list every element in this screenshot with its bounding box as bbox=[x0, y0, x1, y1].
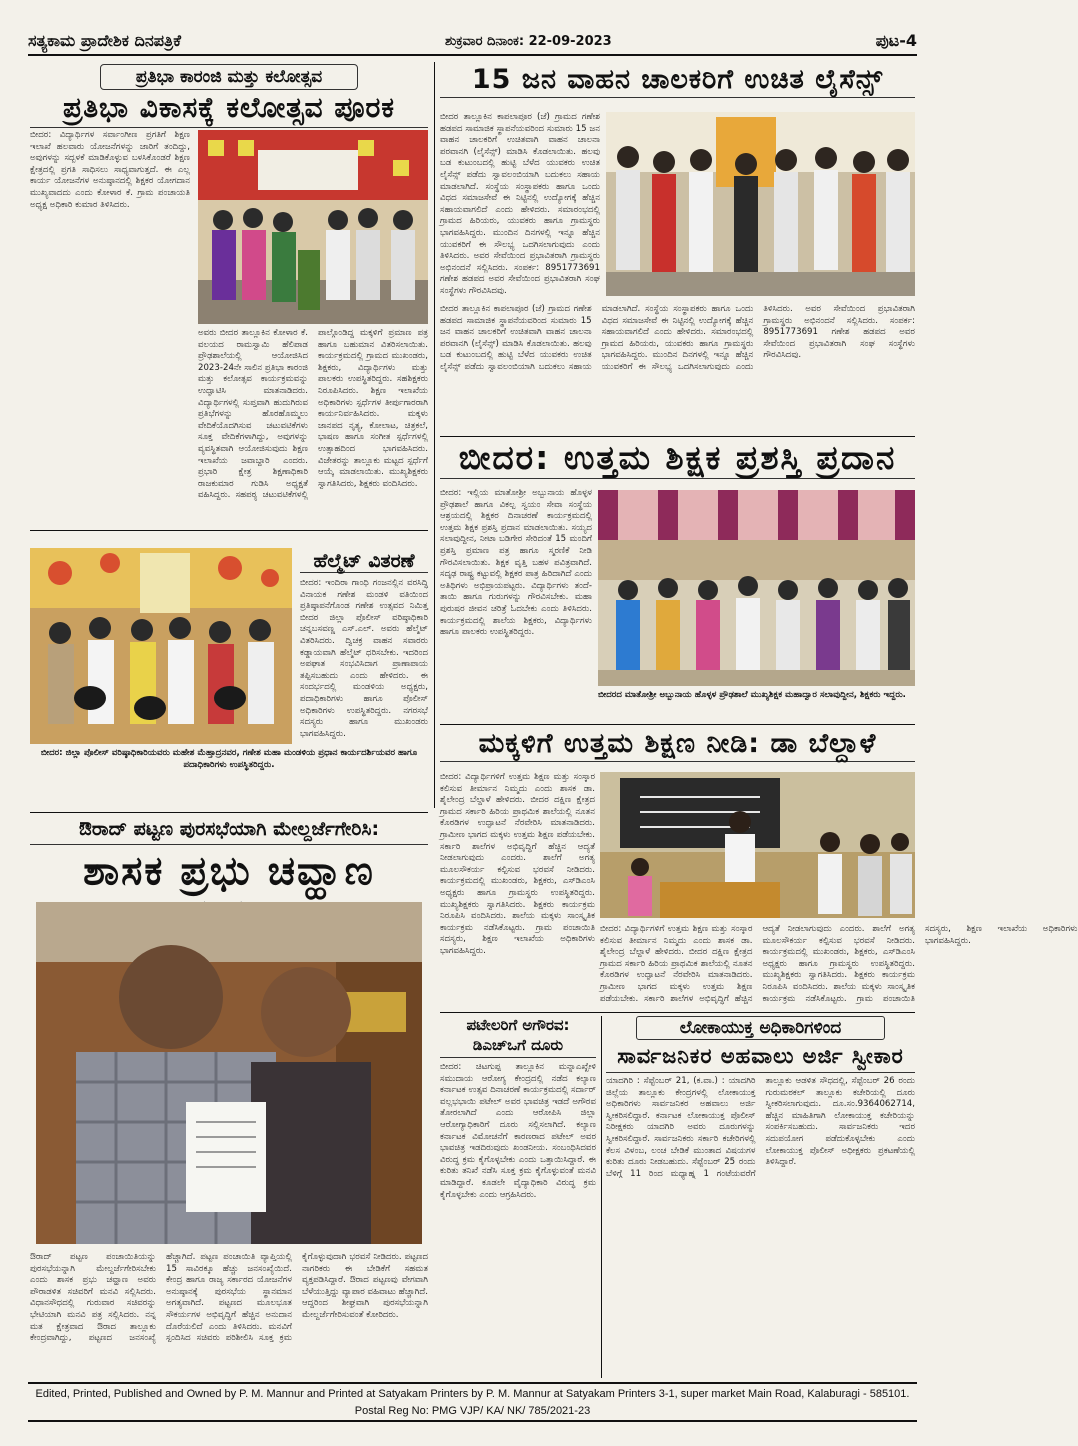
article-body: ಅವರು ಬೀದರ ತಾಲ್ಲೂಕಿನ ಕೋಳಾರ ಕೆ. ವಲಯದ ರಾಮಸ್ವಾಮಿ ಹೆಲಿಪಾಡ ಪ್ರೌಢಶಾಲೆಯಲ್ಲಿ ಆಯೋಜಿಸಿದ 2023-24ನೇ ಸಾಲಿನ ಪ್ರತಿಭಾ ಕಾರಂಜಿ ಮತ್ತು ಕಲೋತ್ಸವ ಕಾರ್ಯಕ್ರಮವನ್ನು ಉದ್ಘಾಟಿಸಿ ಮಾತನಾಡಿದರು. ವಿದ್ಯಾರ್ಥಿಗಳಲ್ಲಿ ಸುಪ್ತವಾಗಿ ಹುದುಗಿರುವ ಪ್ರತಿಭೆಗಳನ್ನು ಹೊರಹೊಮ್ಮಲು ವೇದಿಕೆಯೊದಗಿಸುವ ಚಟುವಟಿಕೆಗಳು ಸೂಕ್ತ ವೇದಿಕೆಗಳಾಗಿದ್ದು, ಅವುಗಳನ್ನು ವ್ಯವಸ್ಥಿತವಾಗಿ ಆಯೋಜಿಸುವುದು ಶಿಕ್ಷಣ ಇಲಾಖೆಯ ಜವಾಬ್ದಾರಿ ಎಂದರು. ಪ್ರಭಾರಿ ಕ್ಷೇತ್ರ ಶಿಕ್ಷಣಾಧಿಕಾರಿ ರಾಜಕುಮಾರ ಗುಡಿಸಿ ಅಧ್ಯಕ್ಷತೆ ವಹಿಸಿದ್ದರು. ಸಹಪಠ್ಯ ಚಟುವಟಿಕೆಗಳಲ್ಲಿ ಪಾಲ್ಗೊಂಡಿದ್ದ ಮಕ್ಕಳಿಗೆ ಪ್ರಮಾಣ ಪತ್ರ ಹಾಗೂ ಬಹುಮಾನ ವಿತರಿಸಲಾಯಿತು. ಕಾರ್ಯಕ್ರಮದಲ್ಲಿ ಗ್ರಾಮದ ಮುಖಂಡರು, ಶಿಕ್ಷಕರು, ವಿದ್ಯಾರ್ಥಿಗಳು ಮತ್ತು ಪಾಲಕರು ಉಪಸ್ಥಿತರಿದ್ದರು. ಸಹಶಿಕ್ಷಕರು ನಿರೂಪಿಸಿದರು. ಶಿಕ್ಷಣ ಇಲಾಖೆಯ ಅಧಿಕಾರಿಗಳು ಸ್ಪರ್ಧೆಗಳ ತೀರ್ಪುಗಾರರಾಗಿ ಕಾರ್ಯನಿರ್ವಹಿಸಿದರು. ಮಕ್ಕಳು ಜಾನಪದ ನೃತ್ಯ, ಕೋಲಾಟ, ಚಿತ್ರಕಲೆ, ಭಾಷಣ ಹಾಗೂ ಸಂಗೀತ ಸ್ಪರ್ಧೆಗಳಲ್ಲಿ ಉತ್ಸಾಹದಿಂದ ಭಾಗವಹಿಸಿದರು. ವಿಜೇತರನ್ನು ತಾಲ್ಲೂಕು ಮಟ್ಟದ ಸ್ಪರ್ಧೆಗೆ ಆಯ್ಕೆ ಮಾಡಲಾಯಿತು. ಮುಖ್ಯಶಿಕ್ಷಕರು ಸ್ವಾಗತಿಸಿದರು, ಶಿಕ್ಷಕರು ವಂದಿಸಿದರು. bbox=[198, 328, 428, 501]
paper-name: ಸತ್ಯಕಾಮ ಪ್ರಾದೇಶಿಕ ದಿನಪತ್ರಿಕೆ bbox=[28, 31, 182, 50]
article-body: ಬೀದರ: ಚಿಟಗುಪ್ಪ ತಾಲ್ಲೂಕಿನ ಮನ್ನಾಎಖ್ಖೇಳಿ ಸಮುದಾಯ ಆರೋಗ್ಯ ಕೇಂದ್ರದಲ್ಲಿ ನಡೆದ ಕಲ್ಯಾಣ ಕರ್ನಾಟಕ ಉತ್ಸವ ದಿನಾಚರಣೆ ಕಾರ್ಯಕ್ರಮದಲ್ಲಿ ಸರ್ದಾರ್ ವಲ್ಲಭಭಾಯಿ ಪಟೇಲ್ ಅವರ ಭಾವಚಿತ್ರ ಇಡದೆ ಅಗೌರವ ತೋರಲಾಗಿದೆ ಎಂದು ಆರೋಪಿಸಿ ಜಿಲ್ಲಾ ಆರೋಗ್ಯಾಧಿಕಾರಿಗೆ ದೂರು ಸಲ್ಲಿಸಲಾಗಿದೆ. ಕಲ್ಯಾಣ ಕರ್ನಾಟಕ ವಿಮೋಚನೆಗೆ ಕಾರಣರಾದ ಪಟೇಲ್ ಅವರ ಭಾವಚಿತ್ರ ಇಡದಿರುವುದು ಖಂಡನೀಯ. ಸಂಬಂಧಿಸಿದವರ ವಿರುದ್ಧ ಕ್ರಮ ಕೈಗೊಳ್ಳಬೇಕು ಎಂದು ಒತ್ತಾಯಿಸಿದ್ದಾರೆ. ಈ ಕುರಿತು ತನಿಖೆ ನಡೆಸಿ ಸೂಕ್ತ ಕ್ರಮ ಕೈಗೊಳ್ಳುವಂತೆ ಮನವಿ ಮಾಡಿದ್ದಾರೆ. ಕೂಡಲೇ ವೈದ್ಯಾಧಿಕಾರಿ ವಿರುದ್ಧ ಕ್ರಮ ಕೈಗೊಳ್ಳಬೇಕು ಎಂದು ಆಗ್ರಹಿಸಿದರು. bbox=[440, 1062, 596, 1200]
article-body: ಔರಾದ್ ಪಟ್ಟಣ ಪಂಚಾಯಿತಿಯನ್ನು ಪುರಸಭೆಯನ್ನಾಗಿ ಮೇಲ್ದರ್ಜೆಗೇರಿಸಬೇಕು ಎಂದು ಶಾಸಕ ಪ್ರಭು ಚವ್ಹಾಣ ಅವರು ಪೌರಾಡಳಿತ ಸಚಿವರಿಗೆ ಮನವಿ ಸಲ್ಲಿಸಿದರು. ವಿಧಾನಸೌಧದಲ್ಲಿ ಗುರುವಾರ ಸಚಿವರನ್ನು ಭೇಟಿಯಾಗಿ ಮನವಿ ಪತ್ರ ಸಲ್ಲಿಸಿದರು. ನನ್ನ ಮತ ಕ್ಷೇತ್ರವಾದ ಔರಾದ ತಾಲ್ಲೂಕು ಕೇಂದ್ರವಾಗಿದ್ದು, ಪಟ್ಟಣದ ಜನಸಂಖ್ಯೆ ಹೆಚ್ಚಾಗಿದೆ. ಪಟ್ಟಣ ಪಂಚಾಯಿತಿ ವ್ಯಾಪ್ತಿಯಲ್ಲಿ 15 ಸಾವಿರಕ್ಕೂ ಹೆಚ್ಚು ಜನಸಂಖ್ಯೆಯಿದೆ. ಕೇಂದ್ರ ಹಾಗೂ ರಾಜ್ಯ ಸರ್ಕಾರದ ಯೋಜನೆಗಳ ಅನುಷ್ಠಾನಕ್ಕೆ ಪುರಸಭೆಯ ಸ್ಥಾನಮಾನ ಅಗತ್ಯವಾಗಿದೆ. ಪಟ್ಟಣದ ಮೂಲಭೂತ ಸೌಕರ್ಯಗಳ ಅಭಿವೃದ್ಧಿಗೆ ಹೆಚ್ಚಿನ ಅನುದಾನ ದೊರೆಯಲಿದೆ ಎಂದು ತಿಳಿಸಿದರು. ಮನವಿಗೆ ಸ್ಪಂದಿಸಿದ ಸಚಿವರು ಪರಿಶೀಲಿಸಿ ಸೂಕ್ತ ಕ್ರಮ ಕೈಗೊಳ್ಳುವುದಾಗಿ ಭರವಸೆ ನೀಡಿದರು. ಪಟ್ಟಣದ ನಾಗರಿಕರು ಈ ಬೇಡಿಕೆಗೆ ಸಹಮತ ವ್ಯಕ್ತಪಡಿಸಿದ್ದಾರೆ. ಔರಾದ ಪಟ್ಟಣವು ವೇಗವಾಗಿ ಬೆಳೆಯುತ್ತಿದ್ದು ವ್ಯಾಪಾರ ವಹಿವಾಟು ಹೆಚ್ಚಾಗಿದೆ. ಆದ್ದರಿಂದ ಶೀಘ್ರವಾಗಿ ಪುರಸಭೆಯನ್ನಾಗಿ ಮೇಲ್ದರ್ಜೆಗೇರಿಸುವಂತೆ ಕೋರಿದರು. bbox=[30, 1252, 428, 1344]
article-headline: ಶಾಸಕ ಪ್ರಭು ಚವ್ಹಾಣ bbox=[83, 847, 375, 894]
article-kicker: ಪಟೇಲರಿಗೆ ಅಗೌರವ: bbox=[466, 1016, 570, 1034]
article-headline: ಪ್ರತಿಭಾ ವಿಕಾಸಕ್ಕೆ ಕಲೋತ್ಸವ ಪೂರಕ bbox=[30, 92, 428, 127]
article-body: ಬೀದರ: ವಿದ್ಯಾರ್ಥಿಗಳಿಗೆ ಉತ್ತಮ ಶಿಕ್ಷಣ ಮತ್ತು ಸಂಸ್ಕಾರ ಕಲಿಸುವ ತೀರ್ಮಾನ ನಿಮ್ಮದು ಎಂದು ಶಾಸಕ ಡಾ. ಶೈಲೇಂದ್ರ ಬೆಲ್ದಾಳೆ ಹೇಳಿದರು. ಬೀದರ ದಕ್ಷಿಣ ಕ್ಷೇತ್ರದ ಗ್ರಾಮದ ಸರ್ಕಾರಿ ಹಿರಿಯ ಪ್ರಾಥಮಿಕ ಶಾಲೆಯಲ್ಲಿ ನೂತನ ಕೊಠಡಿಗಳ ಉದ್ಘಾಟನೆ ನೆರವೇರಿಸಿ ಮಾತನಾಡಿದರು. ಗ್ರಾಮೀಣ ಭಾಗದ ಮಕ್ಕಳು ಉತ್ತಮ ಶಿಕ್ಷಣ ಪಡೆಯಬೇಕು. ಸರ್ಕಾರಿ ಶಾಲೆಗಳ ಅಭಿವೃದ್ಧಿಗೆ ಹೆಚ್ಚಿನ ಆದ್ಯತೆ ನೀಡಲಾಗುವುದು ಎಂದರು. ಶಾಲೆಗೆ ಅಗತ್ಯ ಮೂಲಸೌಕರ್ಯ ಕಲ್ಪಿಸುವ ಭರವಸೆ ನೀಡಿದರು. ಕಾರ್ಯಕ್ರಮದಲ್ಲಿ ಮುಖಂಡರು, ಶಿಕ್ಷಕರು, ಎಸ್‌ಡಿಎಂಸಿ ಅಧ್ಯಕ್ಷರು ಹಾಗೂ ಗ್ರಾಮಸ್ಥರು ಉಪಸ್ಥಿತರಿದ್ದರು. ಮುಖ್ಯಶಿಕ್ಷಕರು ಸ್ವಾಗತಿಸಿದರು. ಶಿಕ್ಷಕರು ಕಾರ್ಯಕ್ರಮ ನಿರೂಪಿಸಿ ವಂದಿಸಿದರು. ಶಾಲೆಯ ಮಕ್ಕಳು ಸಾಂಸ್ಕೃತಿಕ ಕಾರ್ಯಕ್ರಮ ನಡೆಸಿಕೊಟ್ಟರು. ಗ್ರಾಮ ಪಂಚಾಯಿತಿ ಸದಸ್ಯರು, ಶಿಕ್ಷಣ ಇಲಾಖೆಯ ಅಧಿಕಾರಿಗಳು ಭಾಗವಹಿಸಿದ್ದರು. bbox=[440, 772, 595, 956]
column-divider bbox=[601, 1016, 602, 1378]
issue-date: ಶುಕ್ರವಾರ ದಿನಾಂಕ: 22-09-2023 bbox=[445, 33, 612, 49]
article-kicker: ಲೋಕಾಯುಕ್ತ ಅಧಿಕಾರಿಗಳಿಂದ bbox=[636, 1016, 885, 1040]
imprint-line: Edited, Printed, Published and Owned by P. M. Mannur and Printed at Satyakam Printers by P. M. Mannur at Satyakam Printers 3-1, super market Main Road, Kalaburagi - 585101. bbox=[35, 1388, 910, 1400]
page-number: ಪುಟ-4 bbox=[875, 31, 917, 50]
article-headline: ಹೆಲ್ಮೆಟ್ ವಿತರಣೆ bbox=[300, 550, 428, 573]
article-lokayukta bbox=[606, 1016, 915, 1378]
article-teacher-award bbox=[440, 440, 915, 722]
column-divider bbox=[434, 62, 435, 808]
section-rule bbox=[440, 436, 915, 437]
article-headline: ಮಕ್ಕಳಿಗೆ ಉತ್ತಮ ಶಿಕ್ಷಣ ನೀಡಿ: ಡಾ ಬೆಲ್ದಾಳೆ bbox=[440, 728, 915, 762]
article-body-cont: ಬೀದರ ತಾಲ್ಲೂಕಿನ ಕಾಪಲಾಪೂರ (ಜೆ) ಗ್ರಾಮದ ಗಣೇಶ ಹಡಪದ ಸಾಮಾಜಿಕ ಸ್ಥಾಪನೆಯವರಿಂದ ಸುಮಾರು 15 ಜನ ವಾಹನ ಚಾಲಕರಿಗೆ ಉಚಿತವಾಗಿ ವಾಹನ ಚಾಲನಾ ಪರವಾನಗಿ (ಲೈಸೆನ್ಸ್) ಮಾಡಿಸಿ ಕೊಡಲಾಯಿತು. ಹಲವು ಬಡ ಕುಟುಂಬದಲ್ಲಿ ಹುಟ್ಟಿ ಬೆಳೆದ ಯುವಕರು ಉಚಿತ ಲೈಸೆನ್ಸ್ ಪಡೆದು ಸ್ವಾವಲಂಬಿಯಾಗಿ ಬದುಕಲು ಸಹಾಯ ಮಾಡಲಾಗಿದೆ. ಸಂಸ್ಥೆಯ ಸಂಸ್ಥಾಪಕರು ಹಾಗೂ ಒಂದು ವಿಧದ ಸಮಾಜಸೇವೆ ಈ ನಿಟ್ಟಿನಲ್ಲಿ ಉದ್ಯೋಗಕ್ಕೆ ಹೆಚ್ಚಿನ ಸಹಾಯವಾಗಲಿದೆ ಎಂದು ಹೇಳಿದರು. ಸಮಾರಂಭದಲ್ಲಿ ಗ್ರಾಮದ ಹಿರಿಯರು, ಯುವಕರು ಹಾಗೂ ಗ್ರಾಮಸ್ಥರು ಭಾಗವಹಿಸಿದ್ದರು. ಮುಂದಿನ ದಿನಗಳಲ್ಲಿ ಇನ್ನೂ ಹೆಚ್ಚಿನ ಯುವಕರಿಗೆ ಈ ಸೌಲಭ್ಯ ಒದಗಿಸಲಾಗುವುದು ಎಂದು ತಿಳಿಸಿದರು. ಅವರ ಸೇವೆಯಿಂದ ಪ್ರಭಾವಿತರಾಗಿ ಗ್ರಾಮಸ್ಥರು ಅಭಿನಂದನೆ ಸಲ್ಲಿಸಿದರು. ಸಂಪರ್ಕ: 8951773691 ಗಣೇಶ ಹಡಪದ ಅವರ ಸೇವೆಯಿಂದ ಪ್ರಭಾವಿತರಾಗಿ ಸಂಘ ಸಂಸ್ಥೆಗಳು ಗೌರವಿಸಿದವು. bbox=[440, 304, 915, 372]
article-body: ಬೀದರ: ಇಂದಿರಾ ಗಾಂಧಿ ಗಂಜನಲ್ಲಿನ ವರಸಿದ್ಧಿ ವಿನಾಯಕ ಗಣೇಶ ಮಂಡಳಿ ವತಿಯಿಂದ ಪ್ರತಿಷ್ಠಾಪನೆಗೊಂಡ ಗಣೇಶ ಉತ್ಸವದ ನಿಮಿತ್ತ ಬೀದರ ಜಿಲ್ಲಾ ಪೊಲೀಸ್ ವರಿಷ್ಠಾಧಿಕಾರಿ ಚನ್ನಬಸವಣ್ಣ ಎಸ್.ಎಲ್. ಅವರು ಹೆಲ್ಮೆಟ್ ವಿತರಿಸಿದರು. ದ್ವಿಚಕ್ರ ವಾಹನ ಸವಾರರು ಕಡ್ಡಾಯವಾಗಿ ಹೆಲ್ಮೆಟ್ ಧರಿಸಬೇಕು. ಇದರಿಂದ ಅಪಘಾತ ಸಂಭವಿಸಿದಾಗ ಪ್ರಾಣಾಪಾಯ ತಪ್ಪಿಸಬಹುದು ಎಂದು ಹೇಳಿದರು. ಈ ಸಂದರ್ಭದಲ್ಲಿ ಮಂಡಳಿಯ ಅಧ್ಯಕ್ಷರು, ಪದಾಧಿಕಾರಿಗಳು ಹಾಗೂ ಪೊಲೀಸ್ ಅಧಿಕಾರಿಗಳು ಉಪಸ್ಥಿತರಿದ್ದರು. ನಗರಸಭೆ ಸದಸ್ಯರು ಹಾಗೂ ಮುಖಂಡರು ಭಾಗವಹಿಸಿದ್ದರು. bbox=[300, 578, 428, 739]
photo-beldale-speech bbox=[600, 772, 915, 918]
article-kicker: ಔರಾದ್ ಪಟ್ಟಣ ಪುರಸಭೆಯಾಗಿ ಮೇಲ್ದರ್ಜೆಗೇರಿಸಿ: bbox=[30, 818, 428, 845]
article-helmet bbox=[30, 548, 428, 810]
imprint-footer bbox=[28, 1382, 917, 1422]
article-body: ಯಾದಗಿರಿ : ಸೆಪ್ಟೆಂಬರ್ 21, (ಕ.ವಾ.) : ಯಾದಗಿರಿ ಜಿಲ್ಲೆಯ ತಾಲ್ಲೂಕು ಕೇಂದ್ರಗಳಲ್ಲಿ ಲೋಕಾಯುಕ್ತ ಅಧಿಕಾರಿಗಳು ಸಾರ್ವಜನಿಕರ ಅಹವಾಲು ಅರ್ಜಿ ಸ್ವೀಕರಿಸಲಿದ್ದಾರೆ. ಕರ್ನಾಟಕ ಲೋಕಾಯುಕ್ತ ಪೊಲೀಸ್ ನಿರೀಕ್ಷಕರು ಯಾದಗಿರಿ ಅವರು ದೂರುಗಳನ್ನು ಸ್ವೀಕರಿಸಲಿದ್ದಾರೆ. ಸಾರ್ವಜನಿಕರು ಸರ್ಕಾರಿ ಕಚೇರಿಗಳಲ್ಲಿ ಕೆಲಸ ವಿಳಂಬ, ಲಂಚ ಬೇಡಿಕೆ ಮುಂತಾದ ವಿಷಯಗಳ ಕುರಿತು ದೂರು ನೀಡಬಹುದು. ಸೆಪ್ಟೆಂಬರ್ 25 ರಂದು ಬೆಳಿಗ್ಗೆ 11 ರಿಂದ ಮಧ್ಯಾಹ್ನ 1 ಗಂಟೆಯವರೆಗೆ ತಾಲ್ಲೂಕು ಆಡಳಿತ ಸೌಧದಲ್ಲಿ, ಸೆಪ್ಟೆಂಬರ್ 26 ರಂದು ಗುರುಮಠಕಲ್ ತಾಲ್ಲೂಕು ಕಚೇರಿಯಲ್ಲಿ ದೂರು ಸ್ವೀಕರಿಸಲಾಗುವುದು. ದೂ.ಸಂ.9364062714, ಹೆಚ್ಚಿನ ಮಾಹಿತಿಗಾಗಿ ಲೋಕಾಯುಕ್ತ ಕಚೇರಿಯನ್ನು ಸಂಪರ್ಕಿಸಬಹುದು. ಸಾರ್ವಜನಿಕರು ಇದರ ಸದುಪಯೋಗ ಪಡೆದುಕೊಳ್ಳಬೇಕು ಎಂದು ಲೋಕಾಯುಕ್ತ ಪೊಲೀಸ್ ಅಧೀಕ್ಷಕರು ಪ್ರಕಟಣೆಯಲ್ಲಿ ತಿಳಿಸಿದ್ದಾರೆ. bbox=[606, 1076, 915, 1179]
postal-reg: Postal Reg No: PMG VJP/ KA/ NK/ 785/2021-23 bbox=[354, 1405, 591, 1417]
photo-licence-event bbox=[606, 112, 915, 296]
section-rule bbox=[30, 530, 428, 531]
article-headline: 15 ಜನ ವಾಹನ ಚಾಲಕರಿಗೆ ಉಚಿತ ಲೈಸೆನ್ಸ್ bbox=[440, 64, 915, 98]
section-rule bbox=[440, 1012, 915, 1013]
section-rule bbox=[30, 812, 428, 813]
article-licence bbox=[440, 64, 915, 434]
article-body: ಬೀದರ: ಇಲ್ಲಿಯ ಮಾತೋಶ್ರೀ ಅಬ್ಬುನಾಯ ಹೊಳ್ಳಳ ಪ್ರೌಢಶಾಲೆ ಹಾಗೂ ವಿಕಲ್ಪ ಸ್ವಯಂ ಸೇವಾ ಸಂಸ್ಥೆಯ ಆಶ್ರಯದಲ್ಲಿ ಶಿಕ್ಷಕರ ದಿನಾಚರಣೆ ಕಾರ್ಯಕ್ರಮದಲ್ಲಿ ಉತ್ತಮ ಶಿಕ್ಷಕ ಪ್ರಶಸ್ತಿ ಪ್ರದಾನ ಮಾಡಲಾಯಿತು. ಸಯ್ಯದ ಸಲಾವುದ್ದೀನ, ನೀಟಾ ಬಡಿಗೇರ ಸೇರಿದಂತೆ 15 ಮಂದಿಗೆ ಪ್ರಶಸ್ತಿ ಪ್ರಮಾಣ ಪತ್ರ ಹಾಗೂ ಸ್ಮರಣಿಕೆ ನೀಡಿ ಗೌರವಿಸಲಾಯಿತು. ಶಿಕ್ಷಕ ವೃತ್ತಿ ಬಹಳ ಪವಿತ್ರವಾಗಿದೆ. ಸದೃಢ ರಾಷ್ಟ್ರ ಕಟ್ಟುವಲ್ಲಿ ಶಿಕ್ಷಕರ ಪಾತ್ರ ಹಿರಿದಾಗಿದೆ ಎಂದು ಅತಿಥಿಗಳು ಅಭಿಪ್ರಾಯಪಟ್ಟರು. ವಿದ್ಯಾರ್ಥಿಗಳು ತಂದೆ-ತಾಯಿ ಹಾಗೂ ಗುರುಗಳನ್ನು ಗೌರವಿಸಬೇಕು. ಮಹಾ ಪುರುಷರ ಜೀವನ ಚರಿತ್ರೆ ಓದಬೇಕು ಎಂದು ತಿಳಿಸಿದರು. ಕಾರ್ಯಕ್ರಮದಲ್ಲಿ ಶಾಲೆಯ ಶಿಕ್ಷಕರು, ವಿದ್ಯಾರ್ಥಿಗಳು ಹಾಗೂ ಪಾಲಕರು ಉಪಸ್ಥಿತರಿದ್ದರು. bbox=[440, 488, 592, 638]
photo-prabhu-chavan bbox=[36, 902, 422, 1244]
section-rule bbox=[440, 724, 915, 725]
photo-award-ceremony bbox=[598, 490, 915, 686]
article-headline: ಡಿಎಚ್‌ಒಗೆ ದೂರು bbox=[440, 1036, 596, 1058]
article-headline: ಬೀದರ: ಉತ್ತಮ ಶಿಕ್ಷಕ ಪ್ರಶಸ್ತಿ ಪ್ರದಾನ bbox=[440, 440, 915, 479]
article-pratibha bbox=[30, 64, 428, 524]
article-beldale bbox=[440, 728, 1078, 1010]
photo-helmet-distribution bbox=[30, 548, 292, 744]
photo-caption: ಬೀದರ: ಜಿಲ್ಲಾ ಪೊಲೀಸ್ ವರಿಷ್ಠಾಧಿಕಾರಿಯವರು ಮಹೇಶ ಮೆಹ್ತಾದ್ರನವರ, ಗಣೇಶ ಮಹಾ ಮಂಡಳಿಯ ಪ್ರಧಾನ ಕಾರ್ಯದರ್ಶಿಯವರ ಹಾಗೂ ಪದಾಧಿಕಾರಿಗಳು ಉಪಸ್ಥಿತರಿದ್ದರು. bbox=[40, 748, 418, 770]
article-body-cont: ಬೀದರ: ವಿದ್ಯಾರ್ಥಿಗಳಿಗೆ ಉತ್ತಮ ಶಿಕ್ಷಣ ಮತ್ತು ಸಂಸ್ಕಾರ ಕಲಿಸುವ ತೀರ್ಮಾನ ನಿಮ್ಮದು ಎಂದು ಶಾಸಕ ಡಾ. ಶೈಲೇಂದ್ರ ಬೆಲ್ದಾಳೆ ಹೇಳಿದರು. ಬೀದರ ದಕ್ಷಿಣ ಕ್ಷೇತ್ರದ ಗ್ರಾಮದ ಸರ್ಕಾರಿ ಹಿರಿಯ ಪ್ರಾಥಮಿಕ ಶಾಲೆಯಲ್ಲಿ ನೂತನ ಕೊಠಡಿಗಳ ಉದ್ಘಾಟನೆ ನೆರವೇರಿಸಿ ಮಾತನಾಡಿದರು. ಗ್ರಾಮೀಣ ಭಾಗದ ಮಕ್ಕಳು ಉತ್ತಮ ಶಿಕ್ಷಣ ಪಡೆಯಬೇಕು. ಸರ್ಕಾರಿ ಶಾಲೆಗಳ ಅಭಿವೃದ್ಧಿಗೆ ಹೆಚ್ಚಿನ ಆದ್ಯತೆ ನೀಡಲಾಗುವುದು ಎಂದರು. ಶಾಲೆಗೆ ಅಗತ್ಯ ಮೂಲಸೌಕರ್ಯ ಕಲ್ಪಿಸುವ ಭರವಸೆ ನೀಡಿದರು. ಕಾರ್ಯಕ್ರಮದಲ್ಲಿ ಮುಖಂಡರು, ಶಿಕ್ಷಕರು, ಎಸ್‌ಡಿಎಂಸಿ ಅಧ್ಯಕ್ಷರು ಹಾಗೂ ಗ್ರಾಮಸ್ಥರು ಉಪಸ್ಥಿತರಿದ್ದರು. ಮುಖ್ಯಶಿಕ್ಷಕರು ಸ್ವಾಗತಿಸಿದರು. ಶಿಕ್ಷಕರು ಕಾರ್ಯಕ್ರಮ ನಿರೂಪಿಸಿ ವಂದಿಸಿದರು. ಶಾಲೆಯ ಮಕ್ಕಳು ಸಾಂಸ್ಕೃತಿಕ ಕಾರ್ಯಕ್ರಮ ನಡೆಸಿಕೊಟ್ಟರು. ಗ್ರಾಮ ಪಂಚಾಯಿತಿ ಸದಸ್ಯರು, ಶಿಕ್ಷಣ ಇಲಾಖೆಯ ಅಧಿಕಾರಿಗಳು ಭಾಗವಹಿಸಿದ್ದರು. bbox=[600, 924, 1078, 1004]
article-intro: ಬೀದರ: ವಿದ್ಯಾರ್ಥಿಗಳ ಸರ್ವಾಂಗೀಣ ಪ್ರಗತಿಗೆ ಶಿಕ್ಷಣ ಇಲಾಖೆ ಹಲವಾರು ಯೋಜನೆಗಳನ್ನು ಜಾರಿಗೆ ತಂದಿದ್ದು, ಅವುಗಳನ್ನು ಸದ್ಬಳಕೆ ಮಾಡಿಕೊಳ್ಳುವ ಬಳಸಿಕೊಂಡರೆ ಶಿಕ್ಷಣ ಕ್ಷೇತ್ರದಲ್ಲಿ ಪ್ರಗತಿ ಸಾಧಿಸಲು ಸಾಧ್ಯವಾಗುತ್ತದೆ. ಈ ಎಲ್ಲ ಕಾರ್ಯ ಯೋಜನೆಗಳ ಅನುಷ್ಠಾನದಲ್ಲಿ ಶಿಕ್ಷಕರ ಯೋಗದಾನ ಮುಖ್ಯವಾದದು ಎಂದು ಕೋಳಾರ ಕೆ. ಗ್ರಾಮ ಪಂಚಾಯತಿ ಅಧ್ಯಕ್ಷ ಅಧಿಕಾರಿ ಕುಮಾರ ತಿಳಿಸಿದರು. bbox=[30, 130, 190, 210]
article-body: ಬೀದರ ತಾಲ್ಲೂಕಿನ ಕಾಪಲಾಪೂರ (ಜೆ) ಗ್ರಾಮದ ಗಣೇಶ ಹಡಪದ ಸಾಮಾಜಿಕ ಸ್ಥಾಪನೆಯವರಿಂದ ಸುಮಾರು 15 ಜನ ವಾಹನ ಚಾಲಕರಿಗೆ ಉಚಿತವಾಗಿ ವಾಹನ ಚಾಲನಾ ಪರವಾನಗಿ (ಲೈಸೆನ್ಸ್) ಮಾಡಿಸಿ ಕೊಡಲಾಯಿತು. ಹಲವು ಬಡ ಕುಟುಂಬದಲ್ಲಿ ಹುಟ್ಟಿ ಬೆಳೆದ ಯುವಕರು ಉಚಿತ ಲೈಸೆನ್ಸ್ ಪಡೆದು ಸ್ವಾವಲಂಬಿಯಾಗಿ ಬದುಕಲು ಸಹಾಯ ಮಾಡಲಾಗಿದೆ. ಸಂಸ್ಥೆಯ ಸಂಸ್ಥಾಪಕರು ಹಾಗೂ ಒಂದು ವಿಧದ ಸಮಾಜಸೇವೆ ಈ ನಿಟ್ಟಿನಲ್ಲಿ ಉದ್ಯೋಗಕ್ಕೆ ಹೆಚ್ಚಿನ ಸಹಾಯವಾಗಲಿದೆ ಎಂದು ಹೇಳಿದರು. ಸಮಾರಂಭದಲ್ಲಿ ಗ್ರಾಮದ ಹಿರಿಯರು, ಯುವಕರು ಹಾಗೂ ಗ್ರಾಮಸ್ಥರು ಭಾಗವಹಿಸಿದ್ದರು. ಮುಂದಿನ ದಿನಗಳಲ್ಲಿ ಇನ್ನೂ ಹೆಚ್ಚಿನ ಯುವಕರಿಗೆ ಈ ಸೌಲಭ್ಯ ಒದಗಿಸಲಾಗುವುದು ಎಂದು ತಿಳಿಸಿದರು. ಅವರ ಸೇವೆಯಿಂದ ಪ್ರಭಾವಿತರಾಗಿ ಗ್ರಾಮಸ್ಥರು ಅಭಿನಂದನೆ ಸಲ್ಲಿಸಿದರು. ಸಂಪರ್ಕ: 8951773691 ಗಣೇಶ ಹಡಪದ ಅವರ ಸೇವೆಯಿಂದ ಪ್ರಭಾವಿತರಾಗಿ ಸಂಘ ಸಂಸ್ಥೆಗಳು ಗೌರವಿಸಿದವು. bbox=[440, 112, 600, 296]
article-aurad bbox=[30, 818, 428, 1378]
article-patel bbox=[440, 1016, 596, 1378]
article-kicker: ಪ್ರತಿಭಾ ಕಾರಂಜಿ ಮತ್ತು ಕಲೋತ್ಸವ bbox=[100, 64, 358, 90]
masthead bbox=[28, 28, 917, 56]
photo-caption: ಬೀದರದ ಮಾತೋಶ್ರೀ ಅಬ್ಬುನಾಯ ಹೊಳ್ಳಳ ಪ್ರೌಢಶಾಲೆ ಮುಖ್ಯಶಿಕ್ಷಕ ಮಹಾದ್ವಾರ ಸಲಾವುದ್ದೀನ, ಶಿಕ್ಷಕರು ಇದ್ದರು. bbox=[598, 690, 906, 700]
photo-kalotsava bbox=[198, 130, 428, 324]
article-headline: ಸಾರ್ವಜನಿಕರ ಅಹವಾಲು ಅರ್ಜಿ ಸ್ವೀಕಾರ bbox=[606, 1044, 915, 1072]
